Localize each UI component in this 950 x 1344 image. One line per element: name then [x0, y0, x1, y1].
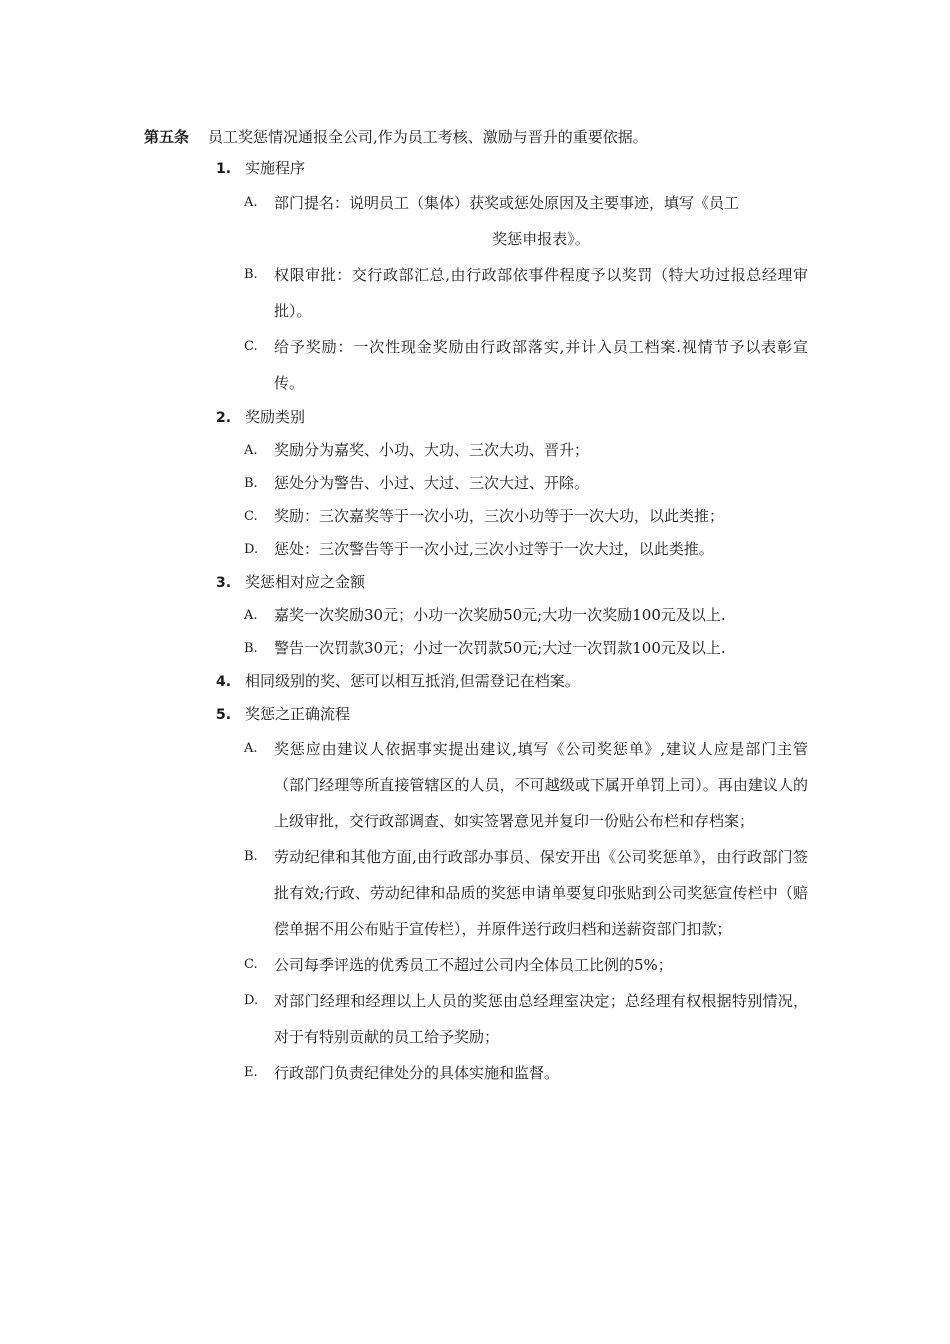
- list-item: [244, 500, 834, 533]
- item-text: 奖励：三次嘉奖等于一次小功，三次小功等于一次大功，以此类推；: [274, 507, 725, 525]
- item-text: 警告一次罚款30元；小过一次罚款50元;大过一次罚款100元及以上.: [274, 639, 726, 657]
- item-letter: B.: [244, 641, 258, 656]
- section-heading: [216, 665, 834, 698]
- item-text: 行政部门负责纪律处分的具体实施和监督。: [274, 1064, 560, 1082]
- list-item: [244, 434, 834, 467]
- section-item-list: [244, 185, 834, 401]
- item-text: 奖惩应由建议人依据事实提出建议,填写《公司奖惩单》,建议人应是部门主管（部门经理等所直接管辖区的人员，不可越级或下属开单罚上司）。再由建议人的上级审批，交行政部调查、如实签署意见并复印一份贴公布栏和存档案；: [274, 740, 808, 830]
- item-letter: E.: [244, 1065, 258, 1080]
- item-letter: C.: [244, 957, 258, 972]
- section-number: 1.: [216, 161, 232, 177]
- section-title: 实施程序: [245, 159, 306, 177]
- section-title: 奖励类别: [245, 408, 306, 426]
- section-item-list: [244, 599, 834, 665]
- item-text: 部门提名：说明员工（集体）获奖或惩处原因及主要事迹，填写《员工: [274, 194, 740, 212]
- section-offset-rule: [216, 665, 834, 698]
- section-number: 4.: [216, 674, 232, 690]
- section-heading: [216, 566, 834, 599]
- item-text: 劳动纪律和其他方面,由行政部办事员、保安开出《公司奖惩单》，由行政部门签批有效;行政、劳动纪律和品质的奖惩申请单要复印张贴到公司奖惩宣传栏中（赔偿单据不用公布贴于宣传栏），并原件送行政归档和送薪资部门扣款；: [274, 848, 808, 938]
- list-item: [244, 947, 834, 983]
- item-text: 给予奖励：一次性现金奖励由行政部落实,并计入员工档案.视情节予以表彰宣传。: [274, 338, 808, 392]
- list-item: [244, 257, 834, 329]
- section-item-list: [244, 434, 834, 566]
- list-item: [244, 731, 834, 839]
- list-item: [244, 467, 834, 500]
- item-text-block: [274, 185, 808, 257]
- item-letter: B.: [244, 267, 258, 282]
- section-title: 相同级别的奖、惩可以相互抵消,但需登记在档案。: [245, 672, 580, 690]
- list-item: [244, 839, 834, 947]
- item-text: 对部门经理和经理以上人员的奖惩由总经理室决定；总经理有权根据特别情况，对于有特别贡献的员工给予奖励；: [274, 992, 808, 1046]
- item-text: 权限审批：交行政部汇总,由行政部依事件程度予以奖罚（特大功过报总经理审批）。: [274, 266, 808, 320]
- section-implementation-procedure: [216, 152, 834, 401]
- section-heading: [216, 152, 834, 185]
- article-five: [144, 122, 834, 1091]
- item-text: 嘉奖一次奖励30元；小功一次奖励50元;大功一次奖励100元及以上.: [274, 606, 726, 624]
- section-number: 3.: [216, 575, 232, 591]
- list-item: [244, 185, 834, 257]
- item-text: 奖励分为嘉奖、小功、大功、三次大功、晋升；: [274, 441, 590, 459]
- item-text-continuation: 奖惩申报表》。: [492, 230, 590, 248]
- item-letter: A.: [244, 443, 258, 458]
- section-number: 2.: [216, 410, 232, 426]
- section-heading: [216, 698, 834, 731]
- list-item: [244, 1055, 834, 1091]
- section-reward-categories: [216, 401, 834, 566]
- item-letter: A.: [244, 741, 258, 756]
- item-text: 公司每季评选的优秀员工不超过公司内全体员工比例的5%；: [274, 956, 673, 974]
- section-heading: [216, 401, 834, 434]
- item-letter: D.: [244, 993, 259, 1008]
- item-letter: C.: [244, 339, 258, 354]
- section-title: 奖惩相对应之金额: [245, 573, 366, 591]
- item-letter: C.: [244, 509, 258, 524]
- article-label: 第五条: [144, 128, 190, 146]
- list-item: [244, 632, 834, 665]
- section-item-list: [244, 731, 834, 1091]
- item-letter: A.: [244, 608, 258, 623]
- list-item: [244, 533, 834, 566]
- article-text: 员工奖惩情况通报全公司,作为员工考核、激励与晋升的重要依据。: [208, 128, 648, 146]
- article-header: [144, 122, 834, 152]
- list-item: [244, 599, 834, 632]
- section-title: 奖惩之正确流程: [245, 705, 351, 723]
- section-correct-process: [216, 698, 834, 1091]
- item-letter: D.: [244, 542, 259, 557]
- item-text: 惩处分为警告、小过、大过、三次大过、开除。: [274, 474, 590, 492]
- list-item: [244, 983, 834, 1055]
- section-reward-amounts: [216, 566, 834, 665]
- section-number: 5.: [216, 707, 232, 723]
- item-letter: B.: [244, 476, 258, 491]
- list-item: [244, 329, 834, 401]
- item-text: 惩处：三次警告等于一次小过,三次小过等于一次大过，以此类推。: [274, 540, 714, 558]
- item-letter: B.: [244, 849, 258, 864]
- item-letter: A.: [244, 195, 258, 210]
